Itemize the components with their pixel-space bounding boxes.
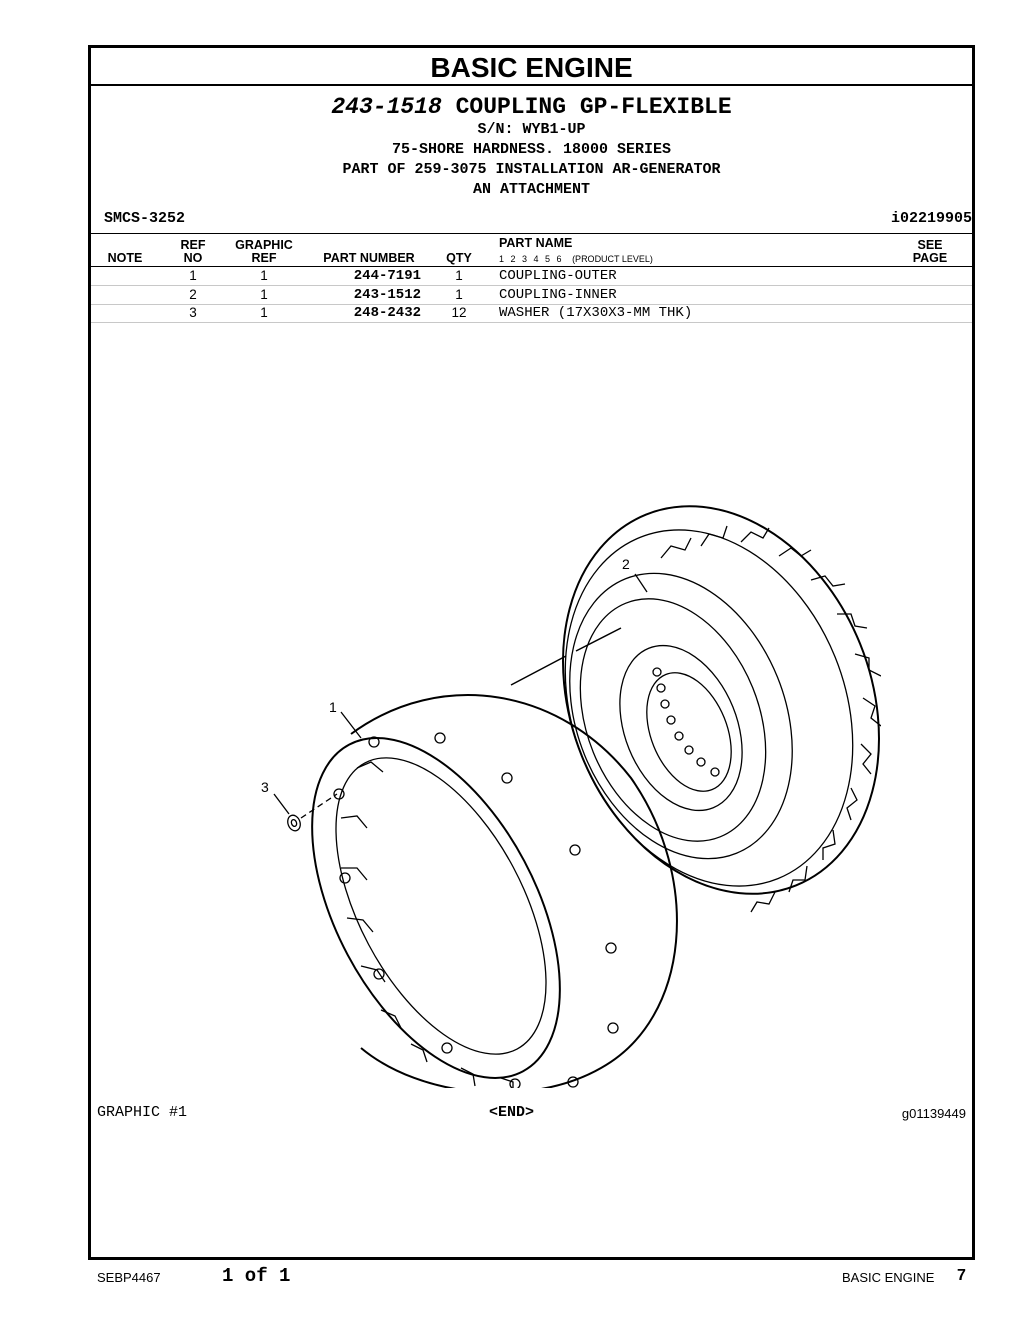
header-ref-line2: NO bbox=[183, 251, 203, 265]
section-title: BASIC ENGINE bbox=[91, 48, 972, 86]
attachment-note: AN ATTACHMENT bbox=[472, 181, 591, 198]
group-name: COUPLING GP-FLEXIBLE bbox=[455, 94, 732, 120]
header-product-level-label: (PRODUCT LEVEL) bbox=[572, 254, 653, 264]
callout-1: 1 bbox=[329, 699, 337, 715]
table-row bbox=[91, 267, 972, 286]
header-product-levels bbox=[499, 254, 653, 264]
group-title bbox=[91, 94, 972, 120]
header-graphic-line2: REF bbox=[251, 251, 277, 265]
header-graphic-ref bbox=[229, 239, 299, 265]
graphic-ref: 1 bbox=[260, 305, 268, 320]
part-name: WASHER (17X30X3-MM THK) bbox=[499, 305, 693, 321]
header-see-line2: PAGE bbox=[912, 251, 948, 265]
inner-bolt-holes bbox=[653, 668, 719, 776]
inner-coupling-drawing bbox=[507, 488, 881, 942]
header-note: NOTE bbox=[107, 251, 143, 265]
outer-bolt-holes bbox=[334, 733, 618, 1088]
leader-line-2 bbox=[635, 574, 647, 592]
leader-line-1 bbox=[341, 712, 361, 738]
leader-line-3 bbox=[274, 794, 289, 814]
header-graphic-line1: GRAPHIC bbox=[235, 238, 293, 252]
outer-coupling-drawing bbox=[261, 695, 677, 1088]
serial-range: S/N: WYB1-UP bbox=[477, 121, 586, 138]
part-number[interactable]: 243-1512 bbox=[353, 287, 421, 303]
footer-page-of: 1 of 1 bbox=[222, 1265, 291, 1287]
qty: 1 bbox=[455, 268, 463, 283]
callout-2: 2 bbox=[622, 556, 630, 572]
parts-table-header bbox=[91, 233, 972, 267]
header-see-page bbox=[900, 239, 960, 265]
header-level-numbers: 1 2 3 4 5 6 bbox=[499, 254, 562, 264]
part-number[interactable]: 244-7191 bbox=[353, 268, 421, 284]
group-header bbox=[91, 94, 972, 200]
ref-no: 1 bbox=[189, 268, 197, 283]
footer-document-number: SEBP4467 bbox=[97, 1270, 161, 1285]
group-part-number[interactable]: 243-1518 bbox=[331, 94, 442, 120]
part-name: COUPLING-INNER bbox=[499, 287, 617, 303]
graphic-code: g01139449 bbox=[901, 1106, 966, 1121]
part-number[interactable]: 248-2432 bbox=[353, 305, 421, 321]
exploded-view-drawing bbox=[161, 488, 881, 1088]
graphic-ref: 1 bbox=[260, 268, 268, 283]
part-name: COUPLING-OUTER bbox=[499, 268, 617, 284]
graphic-label: GRAPHIC #1 bbox=[97, 1104, 188, 1121]
page-frame bbox=[88, 45, 975, 1260]
hardness-note: 75-SHORE HARDNESS. 18000 SERIES bbox=[391, 141, 672, 158]
header-part-name: PART NAME bbox=[499, 236, 573, 250]
header-ref-no bbox=[173, 239, 213, 265]
illustration-id: i02219905 bbox=[890, 210, 972, 227]
smcs-code: SMCS-3252 bbox=[104, 210, 186, 227]
table-row bbox=[91, 286, 972, 305]
callout-3: 3 bbox=[261, 779, 269, 795]
footer-section: BASIC ENGINE bbox=[842, 1270, 935, 1285]
header-ref-line1: REF bbox=[180, 238, 206, 252]
part-of-note: PART OF 259-3075 INSTALLATION AR-GENERATOR bbox=[342, 161, 721, 178]
table-row bbox=[91, 304, 972, 323]
graphic-ref: 1 bbox=[260, 287, 268, 302]
footer-page-number: 7 bbox=[957, 1267, 966, 1284]
header-see-line1: SEE bbox=[917, 238, 943, 252]
header-part-number: PART NUMBER bbox=[323, 251, 415, 265]
end-marker: <END> bbox=[489, 1104, 535, 1121]
qty: 1 bbox=[455, 287, 463, 302]
ref-no: 2 bbox=[189, 287, 197, 302]
qty: 12 bbox=[451, 305, 467, 320]
ref-no: 3 bbox=[189, 305, 197, 320]
header-qty: QTY bbox=[446, 251, 472, 265]
